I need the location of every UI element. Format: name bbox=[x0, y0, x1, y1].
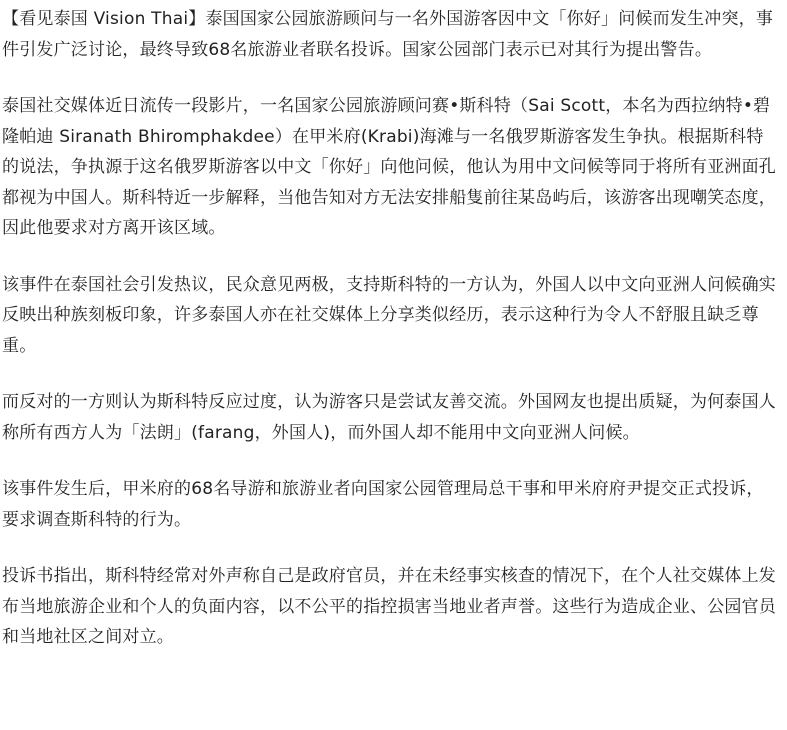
paragraph-complaint-details: 投诉书指出，斯科特经常对外声称自己是政府官员，并在未经事实核查的情况下，在个人社交媒体上发布当地旅游企业和个人的负面内容，以不公平的指控损害当地业者声誉。这些行为造成企业、公园官员和当地社区之间对立。 bbox=[2, 566, 776, 647]
paragraph-incident: 泰国社交媒体近日流传一段影片，一名国家公园旅游顾问赛•斯科特（Sai Scott，本名为西拉纳特•碧隆帕迪 Siranath Bhiromphakdee）在甲米府(Krabi)海滩与一名俄罗斯游客发生争执。根据斯科特的说法，争执源于这名俄罗斯游客以中文「你好」向他问候，他认为用中文问候等同于将所有亚洲面孔都视为中国人。斯科特近一步解释，当他告知对方无法安排船隻前往某岛屿后，该游客出现嘲笑态度，因此他要求对方离开该区域。 bbox=[2, 96, 776, 238]
paragraph-complaint: 该事件发生后，甲米府的68名导游和旅游业者向国家公园管理局总干事和甲米府府尹提交正式投诉，要求调查斯科特的行为。 bbox=[2, 479, 764, 530]
paragraph-opponents: 而反对的一方则认为斯科特反应过度，认为游客只是尝试友善交流。外国网友也提出质疑，为何泰国人称所有西方人为「法朗」(farang，外国人)，而外国人却不能用中文向亚洲人问候。 bbox=[2, 392, 776, 443]
paragraph-supporters: 该事件在泰国社会引发热议，民众意见两极，支持斯科特的一方认为，外国人以中文向亚洲人问候确实反映出种族刻板印象，许多泰国人亦在社交媒体上分享类似经历，表示这种行为令人不舒服且缺乏尊重。 bbox=[2, 274, 776, 356]
paragraph-intro: 【看见泰国 Vision Thai】泰国国家公园旅游顾问与一名外国游客因中文「你好」问候而发生冲突，事件引发广泛讨论，最终导致68名旅游业者联名投诉。国家公园部门表示已对其行为提出警告。 bbox=[2, 9, 774, 60]
